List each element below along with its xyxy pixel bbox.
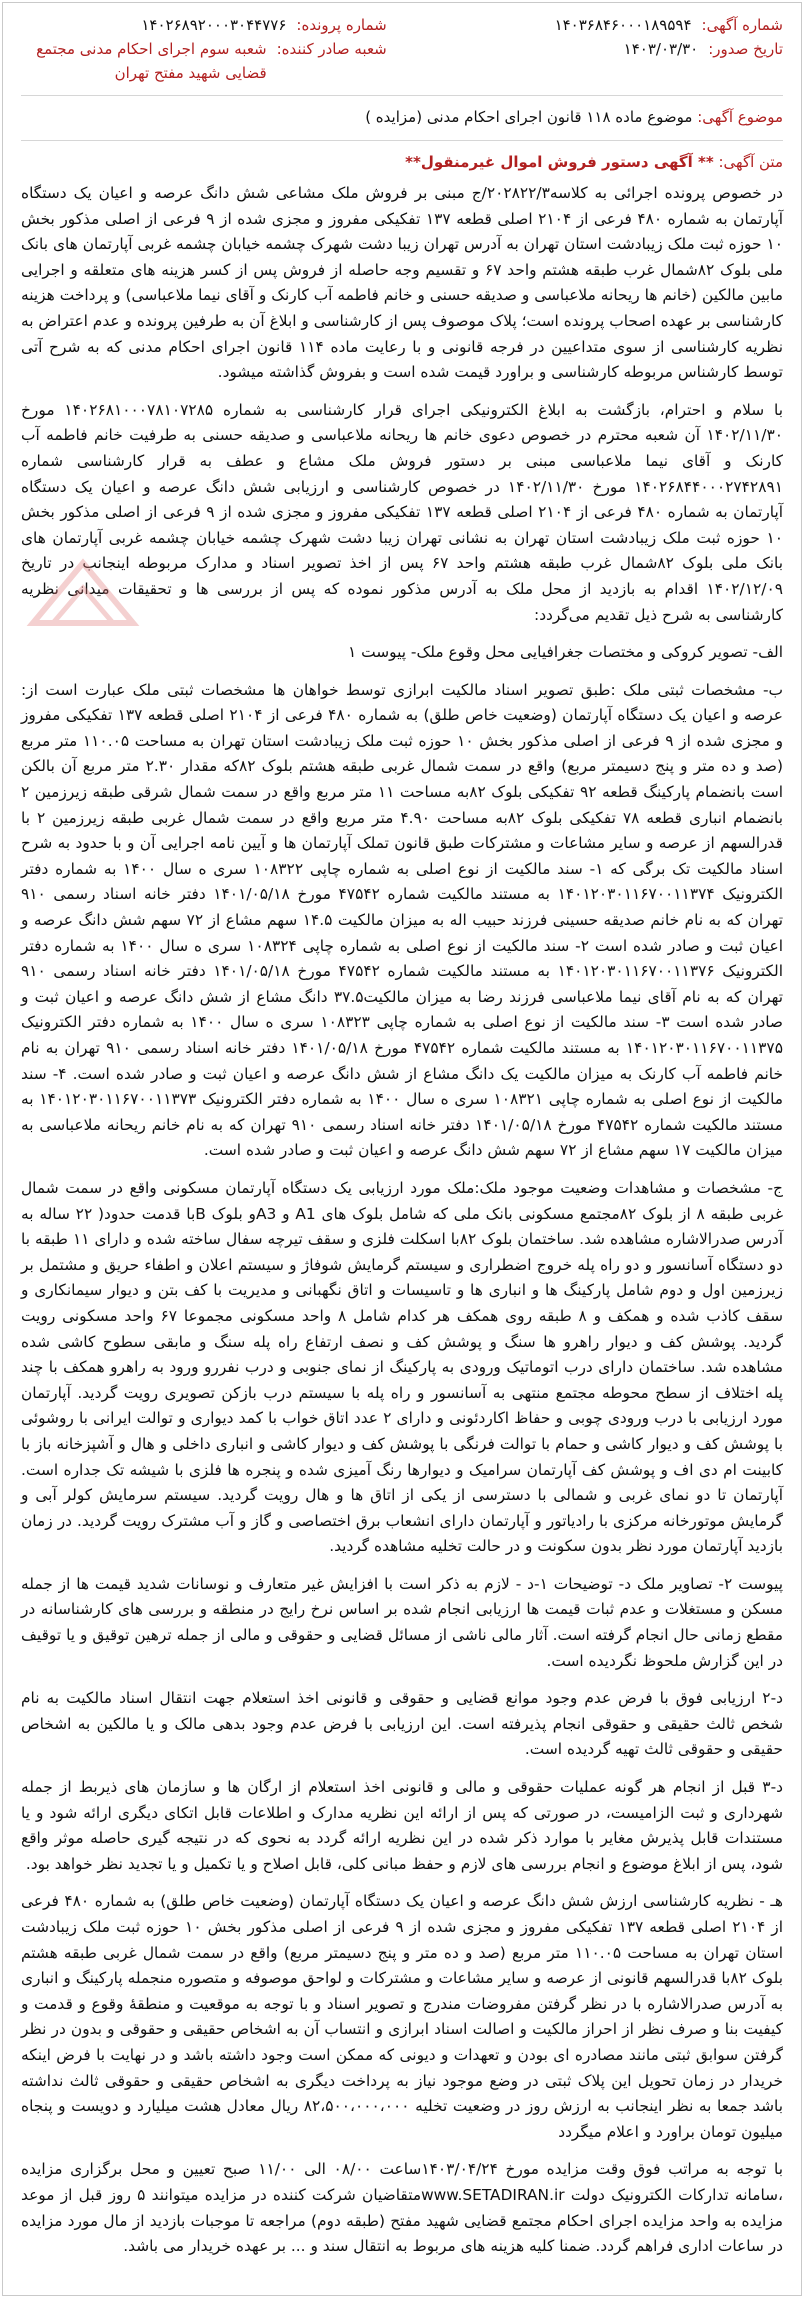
paragraph-section-he: هـ - نظریه کارشناسی ارزش شش دانگ عرصه و اعیان یک دستگاه آپارتمان (وضعیت خاص طلق) به شماره ۴۸۰ فرعی از ۲۱۰۴ اصلی قطعه ۱۳۷ تفکیکی مفروز و مجزی شده از ۹ فرعی از اصلی مذکور بخش ۱۰ حوزه ثبت ملک زیبادشت استان تهران به مساحت ۱۱۰.۰۵ متر مربع (صد و ده متر و پنج دسیمتر مربع) واقع در سمت شمال غربی طبقه هشتم بلوک ۸۲با قدرالسهم قانونی از عرصه و سایر مشاعات و مشترکات و لواحق موصوفه و متصوره منجمله پارکینگ و انباری به آدرس صدرالاشاره با در نظر گرفتن مفروضات مندرج و تصویر اسناد و با توجه به موقعیت و منطقهٔ وقوع و قدمت و کیفیت بنا و صرف نظر از احراز مالکیت و اصالت اسناد ابرازی و انتساب آن به اشخاص حقیقی و حقوقی و بدون در نظر گرفتن سوابق ثبتی مانند مصادره ای بودن و تعهدات و دیونی که ممکن است وجود داشته باشد و در نهایت با فرض اینکه خریدار در زمان تحویل این پلاک ثبتی در وضع موجود نیاز به پرداخت دیگری به اشخاص حقیقی و حقوقی ثالث نداشته باشد جمعا به نظر اینجانب به ارزش روز در وضعیت تخلیه ۸۲،۵۰۰،۰۰۰،۰۰۰ ریال معادل هشت میلیارد و دویست و پنجاه میلیون تومان براورد و اعلام میگردد bbox=[21, 1892, 784, 2141]
paragraph-section-dal-1: پیوست ۲- تصاویر ملک د- توضیحات ۱-د - لازم به ذکر است با افزایش غیر متعارف و نوسانات شدید قیمت ها از جمله مسکن و مستغلات و عدم ثبات قیمت ها ارزیابی انجام شده بر اساس نرخ رایج در منطقه و بررسی های کارشناسانه در مقطع زمانی حال انجام گرفته است. آثار مالی ناشی از مسائل قضایی و حقوقی و مالی از جمله ترهین توقیق و یا توقیف در این گزارش ملحوظ نگردیده است. bbox=[21, 1574, 784, 1670]
notice-page bbox=[2, 2, 802, 2296]
paragraph-auction-date: با توجه به مراتب فوق وقت مزایده مورخ ۱۴۰۳/۰۴/۲۴ساعت ۰۸/۰۰ الی ۱۱/۰۰ صبح تعیین و محل برگزاری مزایده ،سامانه تدارکات الکترونیک دولت www.SETADIRAN.irمتقاضیان شرکت کننده در مزایده میتوانند ۵ روز قبل از موعد مزایده به واحد مزایده اجرای احکام مجتمع قضایی شهید مفتح (طبقه دوم) مراجعه تا موجبات بازدید از مال مورد مزایده در ساعات اداری فراهم گردد. ضمنا کلیه هزینه های مربوط به انتقال سند و ... بر عهده خریدار می باشد. bbox=[21, 2160, 783, 2256]
header-right bbox=[417, 13, 783, 61]
ad-number-label: شماره آگهی: bbox=[701, 16, 783, 34]
body-label: متن آگهی: bbox=[718, 153, 783, 171]
paragraph-section-dal-2: د-۲ ارزیابی فوق با فرض عدم وجود موانع قضایی و حقوقی و قانونی اخذ استعلام جهت انتقال اسناد مالکیت به نام شخص ثالث حقیقی و حقوقی انجام پذیرفته است. این ارزیابی با فرض عدم وجود بدهی مالک و یا مالکین به اشخاص حقیقی و حقوقی ثالث تهیه گردیده است. bbox=[21, 1689, 783, 1759]
ad-number: ۱۴۰۳۶۸۴۶۰۰۰۱۸۹۵۹۴ bbox=[554, 16, 692, 34]
body-heading bbox=[21, 149, 783, 175]
issuer: شعبه سوم اجرای احکام مدنی مجتمع قضایی شهید مفتح تهران bbox=[36, 40, 267, 82]
issuer-label: شعبه صادر کننده: bbox=[276, 40, 387, 58]
case-number-label: شماره پرونده: bbox=[296, 16, 387, 34]
case-number: ۱۴۰۲۶۸۹۲۰۰۰۳۰۴۴۷۷۶ bbox=[141, 16, 287, 34]
paragraph-section-dal-3: د-۳ قبل از انجام هر گونه عملیات حقوقی و مالی و قانونی اخذ استعلام از ارگان ها و سازمان های ذیربط از جمله شهرداری و ثبت الزامیست، در صورتی که پس از ارائه این نظریه مدارک و اطلاعات قابل اتکای دیگری ارائه شود و یا مستندات قابل پذیرش مغایر با موارد ذکر شده در این نظریه ارائه گردد به نحوی که در نتیجه گیری حاصله موثر واقع شود، پس از ابلاغ موضوع و انجام بررسی های لازم و حفظ مبانی کلی، قابل اصلاح و یا تکمیل و یا تجدید نظر خواهد بود. bbox=[21, 1778, 783, 1873]
paragraph-section-jim: ج- مشخصات و مشاهدات وضعیت موجود ملک:ملک مورد ارزیابی یک دستگاه آپارتمان مسکونی واقع در سمت شمال غربی طبقه ۸ از بلوک ۸۲مجتمع مسکونی بانک ملی که شامل بلوک های A1 و A3و بلوک Bبا قدمت حدود( ۲۲ ساله به آدرس صدرالاشاره مشاهده شد. ساختمان بلوک ۸۲با اسکلت فلزی و سقف تیرچه سفال ساخته شده و دارای ۱۱ طبقه با دو دستگاه آسانسور و دو راه پله خروج اضطراری و سیستم گرمایش شوفاژ و سیستم اعلان و اطفاء حریق و مشتمل بر زیرزمین اول و دوم شامل پارکینگ ها و انباری ها و تاسیسات و اتاق نگهبانی و مدیریت با کف بتن و دیوار سیمانکاری و سقف کاذب شده و همکف و ۸ طبقه روی همکف هر کدام شامل ۸ واحد مسکونی مجموعا ۶۷ واحد مسکونی رویت گردید. پوشش کف و دیوار راهرو ها سنگ و پوشش کف و نصف ارتفاع راه پله سنگ و مابقی سطوح کاشی شده مشاهده شد. ساختمان دارای درب اتوماتیک ورودی به پارکینگ از نمای جنوبی و درب نفررو ورود به راهرو همکف با چند پله اختلاف از سطح محوطه مجتمع منتهی به آسانسور و راه پله با سیستم درب بازکن تصویری رویت گردید. آپارتمان مورد ارزیابی با درب ورودی چوبی و حفاظ اکاردئونی و دارای ۲ عدد اتاق خواب با کمد دیواری و توالت ایرانی با روشوئی با پوشش کف و دیوار کاشی و حمام با توالت فرنگی با پوشش کف و دیوار کاشی و انباری داخلی و هال و آشپزخانه باز با کابینت ام دی اف و پوشش کف آپارتمان سرامیک و دیوارها رنگ آمیزی شده و پنجره ها فلزی با شیشه تک جداره است. آپارتمان تا دو نمای غربی و شمالی با دسترسی از یکی از اتاق ها و هال رویت گردید. سیستم سرمایش کولر آبی و گرمایش موتورخانه مرکزی با رادیاتور و آپارتمان دارای انشعاب برق اختصاصی و گاز و آب مشترک رویت گردید. در زمان بازدید آپارتمان مورد نظر بدون سکونت و در حالت تخلیه مشاهده گردید. bbox=[21, 1178, 784, 1556]
paragraph-section-alef: الف- تصویر کروکی و مختصات جغرافیایی محل وقوع ملک- پیوست ۱ bbox=[347, 643, 783, 662]
ad-number-row bbox=[417, 13, 783, 37]
paragraph-expert-report: با سلام و احترام، بازگشت به ابلاغ الکترونیکی اجرای قرار کارشناسی به شماره ۱۴۰۲۶۸۱۰۰۰۷۸۱۰۷۲۸۵ مورخ ۱۴۰۲/۱۱/۳۰ آن شعبه محترم در خصوص دعوی خانم ها ریحانه ملاعباسی و صدیقه حسنی به طرفیت خانم فاطمه آب کارنک و آقای نیما ملاعباسی مبنی بر دستور فروش ملک مشاع و عطف به قرار کارشناسی شماره ۱۴۰۲۶۸۴۴۰۰۰۲۷۴۲۸۹۱ مورخ ۱۴۰۲/۱۱/۳۰ در خصوص کارشناسی و ارزیابی شش دانگ عرصه و اعیان یک دستگاه آپارتمان به شماره ۴۸۰ فرعی از ۲۱۰۴ اصلی قطعه ۱۳۷ تفکیکی مفروز و مجزی شده از ۹ فرعی از اصلی مذکور بخش ۱۰ حوزه ثبت ملک زیبادشت استان تهران به نشانی تهران زیبا دشت شهرک چشمه خیابان چشمه غربی آپارتمان های بانک ملی بلوک ۸۲شمال غرب طبقه هشتم واحد ۶۷ پس از اخذ تصویر اسناد و مدارک مربوطه اینجانب در تاریخ ۱۴۰۲/۱۲/۰۹ اقدام به بازدید از محل ملک به آدرس مذکور نموده که پس از بررسی ها و تحقیقات میدانی نظریه کارشناسی به شرح ذیل تقدیم می‌گردد: bbox=[21, 400, 784, 624]
issue-date-label: تاریخ صدور: bbox=[708, 40, 783, 58]
header-left bbox=[21, 13, 387, 85]
issue-date-row bbox=[417, 37, 783, 61]
case-number-row bbox=[21, 13, 387, 37]
subject-divider bbox=[21, 140, 783, 141]
subject bbox=[21, 104, 783, 130]
issuer-row bbox=[21, 37, 387, 85]
paragraph-section-be: ب- مشخصات ثبتی ملک :طبق تصویر اسناد مالکیت ابرازی توسط خواهان ها مشخصات ثبتی ملک عبارت است از: عرصه و اعیان یک دستگاه آپارتمان (وضعیت خاص طلق) به شماره ۴۸۰ فرعی از ۲۱۰۴ اصلی قطعه ۱۳۷ تفکیکی مفروز و مجزی شده از ۹ فرعی از اصلی مذکور بخش ۱۰ حوزه ثبت ملک زیبادشت استان تهران به مساحت ۱۱۰.۰۵ متر مربع (صد و ده متر و پنج دسیمتر مربع) واقع در سمت شمال غربی طبقه هشتم بلوک ۸۲که مقدار ۲.۳۰ متر مربع آن بالکن است بانضمام پارکینگ قطعه ۹۲ تفکیکی بلوک ۸۲به مساحت ۱۱ متر مربع واقع در سمت شمال شرقی طبقه زیرزمین ۲ بانضمام انباری قطعه ۷۸ تفکیکی بلوک ۸۲به مساحت ۴.۹۰ متر مربع واقع در سمت شمال غربی طبقه زیرزمین ۲ با قدرالسهم از عرصه و سایر مشاعات و مشترکات طبق قانون تملک آپارتمان ها و آیین نامه اجرایی آن و با حدود به شرح اسناد مالکیت تک برگی که ۱- سند مالکیت از نوع اصلی به شماره چاپی ۱۰۸۳۲۲ سری ه سال ۱۴۰۰ به شماره دفتر الکترونیک ۱۴۰۱۲۰۳۰۱۱۶۷۰۰۱۱۳۷۴ به مستند مالکیت شماره ۴۷۵۴۲ مورخ ۱۴۰۱/۰۵/۱۸ دفتر خانه اسناد رسمی ۹۱۰ تهران که به نام خانم صدیقه حسینی فرزند حبیب اله به میزان مالکیت ۱۴.۵ سهم مشاع از ۷۲ سهم شش دانگ عرصه و اعیان ثبت و صادر شده است ۲- سند مالکیت از نوع اصلی به شماره چاپی ۱۰۸۳۲۴ سری ه سال ۱۴۰۰ به شماره دفتر الکترونیک ۱۴۰۱۲۰۳۰۱۱۶۷۰۰۱۱۳۷۶ به مستند مالکیت شماره ۴۷۵۴۲ مورخ ۱۴۰۱/۰۵/۱۸ دفتر خانه اسناد رسمی ۹۱۰ تهران که به نام آقای نیما ملاعباسی فرزند رضا به میزان مالکیت۳۷.۵ دانگ مشاع از شش دانگ عرصه و اعیان ثبت و صادر شده است ۳- سند مالکیت از نوع اصلی به شماره چاپی ۱۰۸۳۲۳ سری ه سال ۱۴۰۰ به شماره دفتر الکترونیک ۱۴۰۱۲۰۳۰۱۱۶۷۰۰۱۱۳۷۵ به مستند مالکیت شماره ۴۷۵۴۲ مورخ ۱۴۰۱/۰۵/۱۸ دفتر خانه اسناد رسمی ۹۱۰ تهران به نام خانم فاطمه آب کارنک به میزان مالکیت یک دانگ مشاع از شش دانگ عرصه و اعیان ثبت و صادر شده است. ۴- سند مالکیت از نوع اصلی به شماره چاپی ۱۰۸۳۲۱ سری ه سال ۱۴۰۰ به شماره دفتر الکترونیک ۱۴۰۱۲۰۳۰۱۱۶۷۰۰۱۱۳۷۳ به مستند مالکیت شماره ۴۷۵۴۲ مورخ ۱۴۰۱/۰۵/۱۸ دفتر خانه اسناد رسمی ۹۱۰ تهران که به نام خانم ریحانه ملاعباسی به میزان مالکیت ۱۷ سهم مشاع از ۷۲ سهم شش دانگ عرصه و اعیان ثبت و صادر شده است. bbox=[21, 680, 784, 1160]
subject-label: موضوع آگهی: bbox=[697, 108, 783, 126]
watermark-icon bbox=[23, 543, 143, 633]
issue-date: ۱۴۰۳/۰۳/۳۰ bbox=[623, 40, 699, 58]
header bbox=[21, 13, 783, 85]
paragraph-intro: در خصوص پرونده اجرائی به کلاسه۲۰۲۸۲۲/۳/ج مبنی بر فروش ملک مشاعی شش دانگ عرصه و اعیان یک دستگاه آپارتمان به شماره ۴۸۰ فرعی از ۲۱۰۴ اصلی قطعه ۱۳۷ تفکیکی مفروز و مجزی شده از ۹ فرعی از اصلی مذکور بخش ۱۰ حوزه ثبت ملک زیبادشت استان تهران به آدرس تهران زیبا دشت شهرک چشمه خیابان چشمه غربی آپارتمان های بانک ملی بلوک ۸۲شمال غرب طبقه هشتم واحد ۶۷ و تقسیم وجه حاصله از فروش پس از کسر هزینه های متعلقه و اجرایی مابین مالکین (خانم ها ریحانه ملاعباسی و صدیقه حسنی و خانم فاطمه آب کارنک و آقای نیما ملاعباسی) و پرداخت هزینه کارشناسی بر عهده اصحاب پرونده است؛ پلاک موصوف پس از کارشناسی و ابلاغ آن به طرفین پرونده و عدم اعتراض به نظریه کارشناسی از سوی متداعیین در فرجه قانونی و با رعایت ماده ۱۱۴ قانون اجرای احکام مدنی که به شرح آتی توسط کارشناس مربوطه کارشناسی و براورد قیمت شده است و بفروش گذاشته میشود. bbox=[21, 184, 784, 382]
notice-body bbox=[21, 181, 783, 2260]
notice-title: ** آگهی دستور فروش اموال غیرمنقول** bbox=[405, 153, 714, 171]
subject-text: موضوع ماده ۱۱۸ قانون اجرای احکام مدنی (مزایده ) bbox=[365, 108, 693, 126]
header-divider bbox=[21, 95, 783, 96]
